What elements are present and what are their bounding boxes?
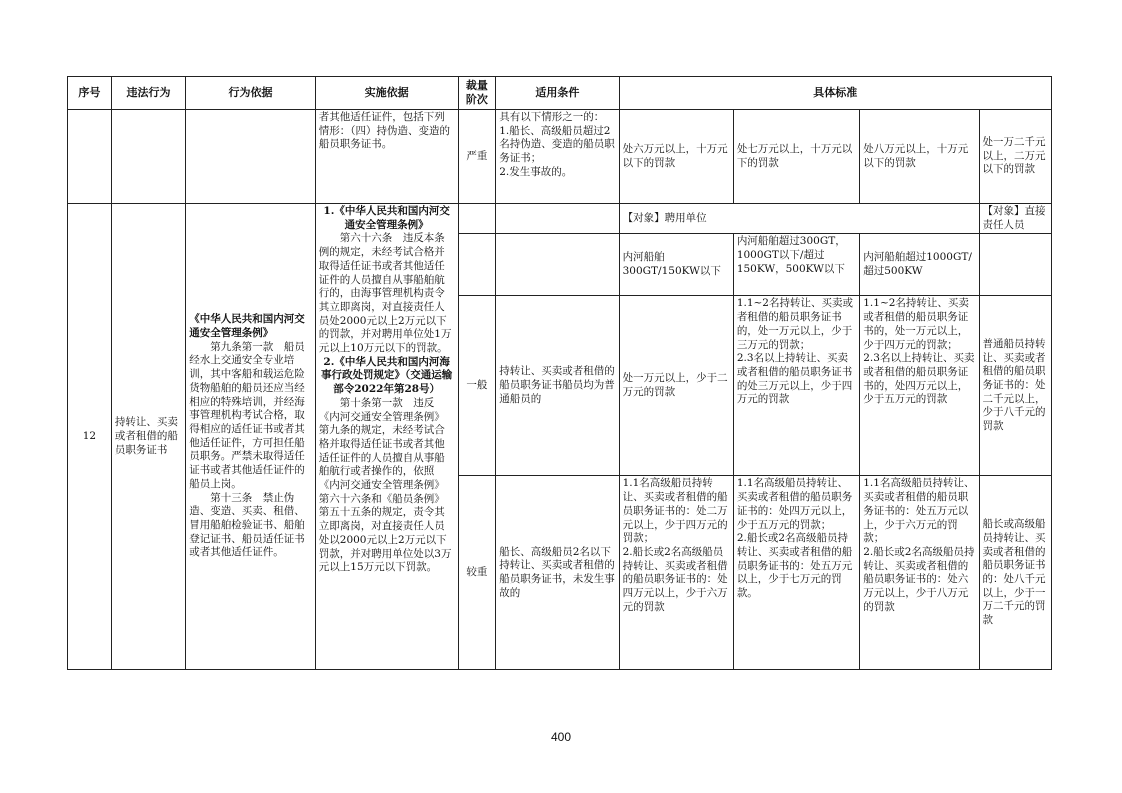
tier-2: 内河船舶超过300GT，1000GT以下/超过150KW，500KW以下 bbox=[733, 234, 859, 296]
serious-standard-2: 1.1名高级船员持转让、买卖或者租借的船员职务证书的：处四万元以上，少于五万元的罚款； 2.船长或2名高级船员持转让、买卖或者租借的船员职务证书的：处五万元以上，少于七万元的罚款。 bbox=[733, 476, 859, 670]
row12-violation: 持转让、买卖或者租借的船员职务证书 bbox=[111, 204, 185, 670]
penalty-standard-table bbox=[67, 76, 1052, 670]
impl-title-1: 1.《中华人民共和国内河交通安全管理条例》 bbox=[323, 205, 450, 231]
prev-implementation-cell: 者其他适任证件，包括下列情形：（四）持伪造、变造的船员职务证书。 bbox=[315, 110, 458, 204]
header-basis: 行为依据 bbox=[186, 77, 316, 110]
basis-title: 《中华人民共和国内河交通安全管理条例》 bbox=[189, 313, 305, 340]
target-condition-empty bbox=[496, 204, 619, 234]
header-violation: 违法行为 bbox=[111, 77, 185, 110]
serious-standard-3: 1.1名高级船员持转让、买卖或者租借的船员职务证书的：处五万元以上，少于六万元的罚款； 2.船长或2名高级船员持转让、买卖或者租借的船员职务证书的：处六万元以上，少于八万元的罚款 bbox=[860, 476, 979, 670]
general-standard-3: 1.1~2名持转让、买卖或者租借的船员职务证书的，处一万元以上，少于四万元的罚款； 2.3名以上持转让、买卖或者租借的船员职务证书的，处四万元以上，少于五万元的罚款 bbox=[860, 296, 979, 476]
prev-seq-cell bbox=[68, 110, 112, 204]
prev-standard-3: 处八万元以上，十万元以下的罚款 bbox=[860, 110, 979, 204]
prev-standard-1: 处六万元以上，十万元以下的罚款 bbox=[619, 110, 733, 204]
tier-3: 内河船舶超过1000GT/超过500KW bbox=[860, 234, 979, 296]
general-condition: 持转让、买卖或者租借的船员职务证书船员均为普通船员的 bbox=[496, 296, 619, 476]
prev-condition-cell: 具有以下情形之一的： 1.船长、高级船员超过2名持伪造、变造的船员职务证书； 2.发生事故的。 bbox=[496, 110, 619, 204]
general-level: 一般 bbox=[458, 296, 496, 476]
general-standard-2: 1.1~2名持转让、买卖或者租借的船员职务证书的，处一万元以上，少于三万元的罚款； 2.3名以上持转让、买卖或者租借的船员职务证书的处三万元以上，少于四万元的罚款 bbox=[733, 296, 859, 476]
header-row bbox=[68, 77, 1052, 110]
serious-standard-1: 1.1名高级船员持转让、买卖或者租借的船员职务证书的：处二万元以上，少于四万元的罚款； 2.船长或2名高级船员持转让、买卖或者租借的船员职务证书的：处四万元以上，少于六万元的罚款 bbox=[619, 476, 733, 670]
header-seq: 序号 bbox=[68, 77, 112, 110]
general-standard-1: 处一万元以上，少于二万元的罚款 bbox=[619, 296, 733, 476]
prev-standard-2: 处七万元以上，十万元以下的罚款 bbox=[733, 110, 859, 204]
impl-paragraph-1: 第六十六条 违反本条例的规定，未经考试合格并取得适任证书或者其他适任证件的人员擅自从事船舶航行的，由海事管理机构责令其立即离岗，对直接责任人员处2000元以上2万元以下的罚款，并对聘用单位处1万元以上10万元以下的罚款。 bbox=[318, 232, 452, 355]
impl-paragraph-2: 第十条第一款 违反《内河交通安全管理条例》第九条的规定，未经考试合格并取得适任证书或者其他适任证件的人员擅自从事船舶航行或者操作的，依照《内河交通安全管理条例》第六十六条和《船员条例》第五十五条的规定，责令其立即离岗，对直接责任人员处以2000元以上2万元以下罚款，并对聘用单位处以3万元以上15万元以下罚款。 bbox=[318, 396, 452, 574]
prev-violation-cell bbox=[111, 110, 185, 204]
target-level-empty bbox=[458, 204, 496, 234]
row12-implementation bbox=[315, 204, 458, 670]
header-condition: 适用条件 bbox=[496, 77, 619, 110]
tier-person-empty bbox=[979, 234, 1051, 296]
tier-condition-empty bbox=[496, 234, 619, 296]
target-person: 【对象】直接责任人员 bbox=[979, 204, 1051, 234]
table-row-target bbox=[68, 204, 1052, 234]
row12-seq: 12 bbox=[68, 204, 112, 670]
tier-level-empty bbox=[458, 234, 496, 296]
prev-basis-cell bbox=[186, 110, 316, 204]
general-standard-4: 普通船员持转让、买卖或者租借的船员职务证书的：处二千元以上，少于八千元的罚款 bbox=[979, 296, 1051, 476]
prev-level-cell: 严重 bbox=[458, 110, 496, 204]
serious-standard-4: 船长或高级船员持转让、买卖或者租借的船员职务证书的：处八千元以上，少于一万二千元的罚款 bbox=[979, 476, 1051, 670]
prev-standard-4: 处一万二千元以上，二万元以下的罚款 bbox=[979, 110, 1051, 204]
row12-basis bbox=[186, 204, 316, 670]
impl-title-2: 2.《中华人民共和国内河海事行政处罚规定》（交通运输部令2022年第28号） bbox=[321, 355, 453, 396]
serious-condition: 船长、高级船员2名以下持转让、买卖或者租借的船员职务证书，未发生事故的 bbox=[496, 476, 619, 670]
basis-paragraph-2: 第十三条 禁止伪造、变造、买卖、租借、冒用船舶检验证书、船舶登记证书、船员适任证书或者其他适任证件。 bbox=[189, 491, 305, 559]
header-level: 裁量阶次 bbox=[458, 77, 496, 110]
table-row-continued bbox=[68, 110, 1052, 204]
tier-1: 内河船舶300GT/150KW以下 bbox=[619, 234, 733, 296]
basis-paragraph-1: 第九条第一款 船员经水上交通安全专业培训，其中客船和载运危险货物船舶的船员还应当经相应的特殊培训，并经海事管理机构考试合格，取得相应的适任证书或者其他适任证件，方可担任船员职务。严禁未取得适任证书或者其他适任证件的船员上岗。 bbox=[189, 340, 305, 490]
serious-level: 较重 bbox=[458, 476, 496, 670]
page-number: 400 bbox=[550, 730, 572, 744]
header-implementation: 实施依据 bbox=[315, 77, 458, 110]
target-unit: 【对象】聘用单位 bbox=[619, 204, 979, 234]
header-standard: 具体标准 bbox=[619, 77, 1051, 110]
